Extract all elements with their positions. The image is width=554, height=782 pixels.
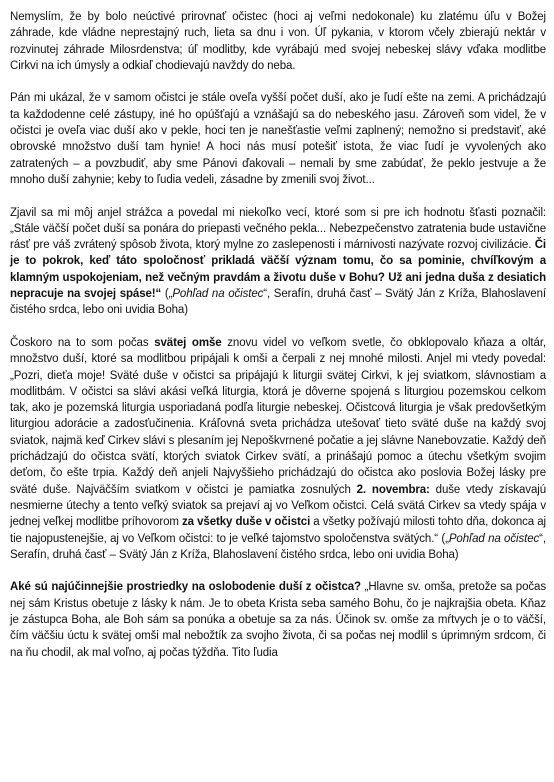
citation-source: “, Serafín, druhá časť – Svätý Ján z Kríža, Blahoslavení čistého srdca, lebo oni uvidia Boha) xyxy=(10,288,546,317)
paragraph-beehive xyxy=(10,9,546,74)
paragraph-holy-mass xyxy=(10,335,546,563)
citation-title: Pohľad na očistec xyxy=(172,288,264,301)
paragraph-text: Pán mi ukázal, že v samom očistci je stále oveľa vyšší počet duší, ako je ľudí ešte na zemi. A prichádzajú ta každodenne celé zástupy, iné ho opúšťajú a vznášajú sa do nebeského jasu. Zároveň som videl, že v očistci je oveľa viac duší ako v pekle, hoci ten je nanešťastie veľmi zaplnený; nemožno si predstaviť, aké obrovské množstvo duší tam hynie! A hoci nás musí potešiť istota, že viac ľudí je vyvolených ako zatratených – a povzbudiť, aby sme Pánovi ďakovali – nemali by sme zabúdať, že peklo jestvuje a že mnoho duší zahynie; keby to ľudia vedeli, zásadne by zmenili svoj život... xyxy=(10,92,546,186)
paragraph-text: znovu videl vo veľkom svetle, čo obklopovalo kňaza a oltár, množstvo duší, ktoré sa modlitbou pripájali k omši a čerpali z nej mnohé milosti. Anjel mi vtedy povedal: „Pozri, dieťa moje! Sväté duše v očistci sa pripájajú k liturgii svätej Cirkvi, k jej sviatkom, slávnostiam a modlitbám. V očistci sa slávi akási veľká liturgia, ktorá je dôverne spojená s liturgiou pozemskou celkom tak, ako je pozemská liturgia usporiadaná podľa liturgie nebeskej. Očistcová liturgia je však predovšetkým liturgiou adorácie a zadosťučinenia. Kráľovná sveta prichádza utešovať tieto sväté duše na každý svoj sviatok, najmä keď Cirkev slávi s plesaním jej Nepoškvrnené počatie a jej slávne Nanebovzatie. Každý deň prichádzajú do očistca svätí, ktorých sviatok Cirkev svätí, a prinášajú pomoc a útechu všetkým svojim deťom, čo ešte trpia. Každý deň anjeli Najvyššieho prichádzajú do očistca ako poslovia Božej lásky pre sväté duše. Najväčším sviatkom v očistci je pamiatka zosnulých xyxy=(10,336,547,496)
citation-title: Pohľad na očistec xyxy=(448,532,540,545)
paragraph-effective-means xyxy=(10,579,546,660)
bold-term-holy-mass: svätej omše xyxy=(154,336,222,349)
bold-term-all-souls: za všetky duše v očistci xyxy=(182,516,311,529)
paragraph-text: a všetky požívajú milosti tohto dňa, dokonca aj tie najopustenejšie, aj vo Veľkom očistci: to je veľké tajomstvo spoločenstva svätých.“ („ xyxy=(10,516,546,545)
paragraph-text: Zjavil sa mi môj anjel strážca a povedal mi niekoľko vecí, ktoré som si pre ich hodnotu šťasti poznačil: „Stále väčší počet duší sa ponára do priepasti večného pekla... Nebezpečenstvo zatratenia bude ustavične rásť pre váš zvrátený spôsob života, ktorý mylne zo zaslepenosti i márnivosti nazývate rozvoj civilizácie. xyxy=(10,206,546,252)
document-page xyxy=(10,9,546,677)
paragraph-text: duše vtedy získavajú nesmierne útechy a tento veľký sviatok sa prejaví aj vo Veľkom očistci. Celá svätá Cirkev sa vtedy spája v jednej veľkej modlitbe príhovorom xyxy=(10,483,546,529)
paragraph-text: Nemyslím, že by bolo neúctivé prirovnať očistec (hoci aj veľmi nedokonale) ku zlatému úľu v Božej záhrade, kde vládne neprestajný ruch, lieta sa dnu i von. Úľ pykania, v ktorom včely zbierajú nektár v rozvinutej záhrade Milosrdenstva; úľ modlitby, kde vyrábajú med svojej nebeskej slávy vďaka modlitbe Cirkvi na ich úmysly a odkiaľ chodievajú navždy do neba. xyxy=(10,11,546,72)
paragraph-text: Čoskoro na to som počas xyxy=(10,336,155,349)
bold-question: Aké sú najúčinnejšie prostriedky na oslobodenie duší z očistca? xyxy=(10,581,361,594)
citation-source: “, Serafín, druhá časť – Svätý Ján z Kríža, Blahoslavení čistého srdca, lebo oni uvidia Boha) xyxy=(10,532,546,561)
paragraph-text: „Hlavne sv. omša, pretože sa počas nej sám Kristus obetuje z lásky k nám. Je to obeta Krista seba samého Bohu, čo je najkrajšia obeta. Kňaz je zástupca Boha, ale Boh sám sa ponúka a obetuje sa za nás. Účinok sv. omše za mŕtvych je o to väčší, čím väčšiu úctu k svätej omši mal nebožtík za svojho života, či sa počas nej modlil s úprimným srdcom, či na ňu chodil, ak mal voľno, aj počas týždňa. Tito ľudia xyxy=(10,581,546,659)
paragraph-guardian-angel xyxy=(10,205,546,319)
bold-date: 2. novembra: xyxy=(356,483,430,496)
citation-open: („ xyxy=(161,288,173,301)
bold-quote: Či je to pokrok, keď táto spoločnosť prikladá väčší význam tomu, čo sa pominie, chvíľkovým a klamným uspokojeniam, než večným pravdám a životu duše v Bohu? Už ani jedna duša z desiatich nepracuje na svojej spáse!“ xyxy=(10,239,546,301)
paragraph-vision-purgatory xyxy=(10,90,546,188)
